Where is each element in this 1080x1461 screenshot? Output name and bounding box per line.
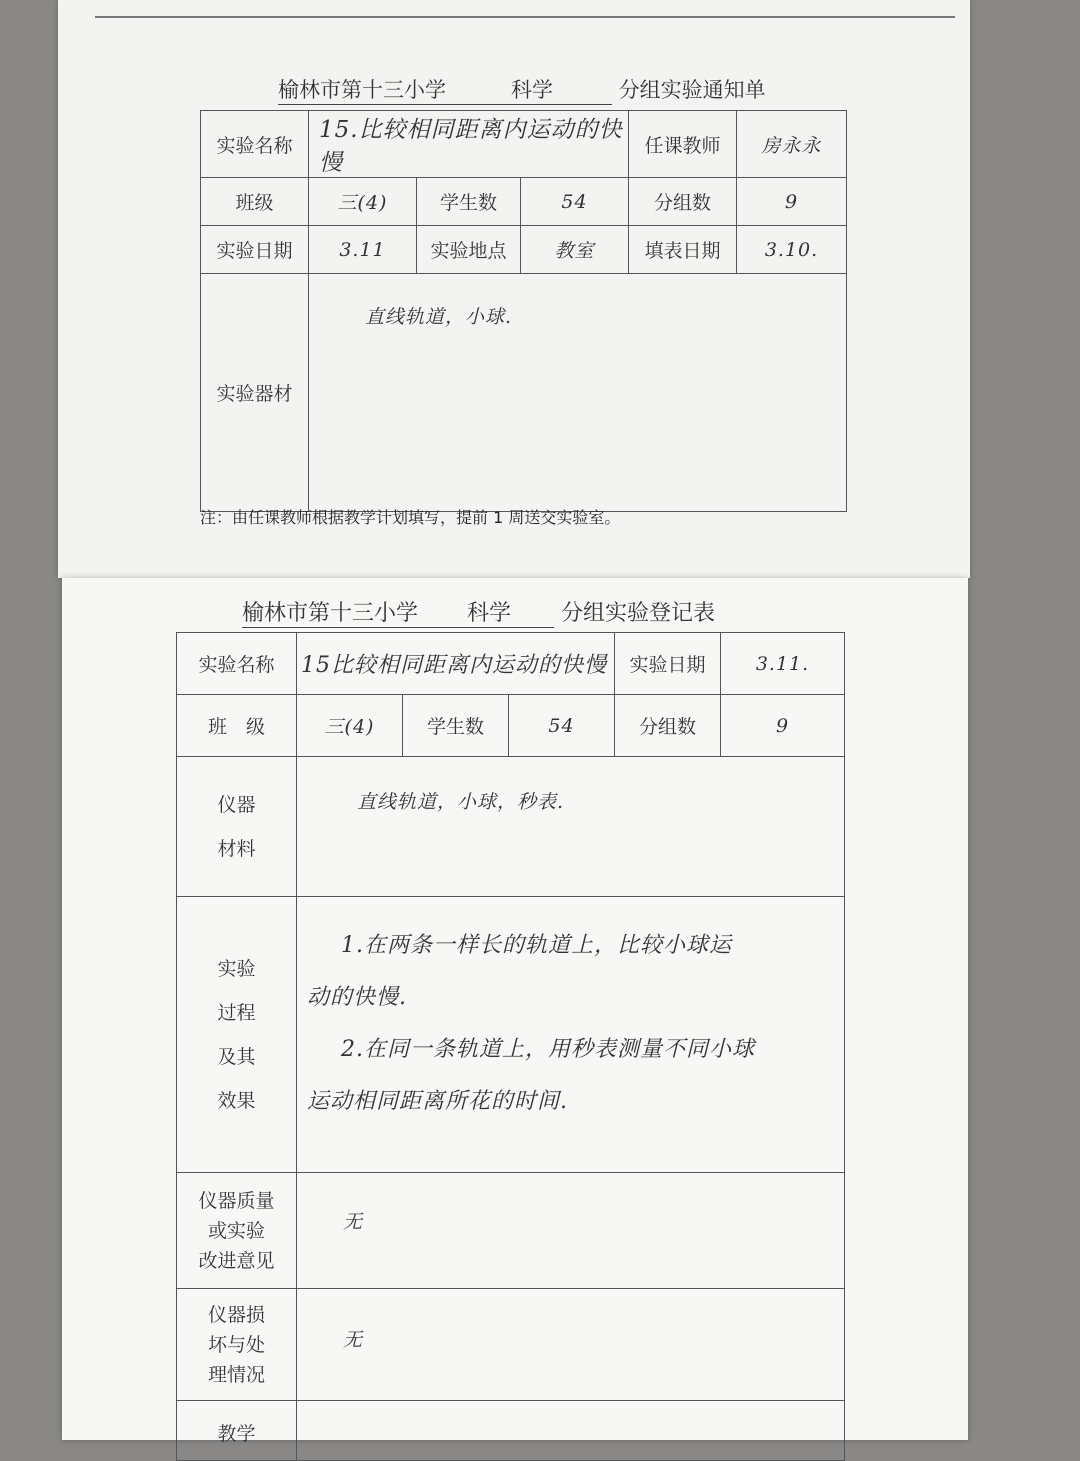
register-label-instr-1: 仪器	[217, 793, 256, 816]
notice-label-fill-date: 填表日期	[629, 226, 737, 274]
notice-value-fill-date: 3.10.	[737, 226, 847, 274]
notice-label-groups: 分组数	[629, 178, 737, 226]
register-process-line-2: 动的快慢.	[307, 985, 407, 1010]
register-label-damage-1: 仪器损	[207, 1303, 265, 1326]
register-row-teaching	[177, 1401, 845, 1461]
register-label-teaching: 教学	[177, 1401, 297, 1461]
notice-row-equipment	[201, 274, 847, 512]
register-title-subject: 科学	[424, 596, 554, 628]
register-label-class: 班 级	[177, 695, 297, 757]
top-rule	[95, 16, 955, 18]
register-value-quality: 无	[297, 1173, 845, 1289]
register-value-process	[297, 897, 845, 1173]
register-label-process	[177, 897, 297, 1173]
register-label-proc-2: 过程	[217, 1001, 256, 1024]
notice-value-equipment: 直线轨道，小球.	[309, 274, 847, 512]
notice-row-class	[201, 178, 847, 226]
register-row-name	[177, 633, 845, 695]
notice-title	[278, 74, 766, 105]
notice-title-subject: 科学	[452, 74, 612, 105]
notice-value-class: 三(4)	[309, 178, 417, 226]
notice-label-place: 实验地点	[417, 226, 521, 274]
register-label-exp-name: 实验名称	[177, 633, 297, 695]
register-label-damage-3: 理情况	[207, 1363, 265, 1386]
register-label-quality-1: 仪器质量	[198, 1189, 275, 1212]
register-value-instruments: 直线轨道，小球，秒表.	[297, 757, 845, 897]
register-label-quality-3: 改进意见	[198, 1249, 275, 1272]
notice-table	[200, 110, 847, 512]
register-row-process	[177, 897, 845, 1173]
register-table	[176, 632, 845, 1461]
register-process-line-3: 2.在同一条轨道上，用秒表测量不同小球	[341, 1037, 755, 1062]
notice-value-groups: 9	[737, 178, 847, 226]
register-value-damage: 无	[297, 1289, 845, 1401]
register-process-line-4: 运动相同距离所花的时间.	[307, 1089, 568, 1114]
register-label-instruments	[177, 757, 297, 897]
notice-row-name	[201, 111, 847, 178]
notice-value-teacher: 房永永	[737, 111, 847, 178]
register-value-exp-date: 3.11.	[721, 633, 845, 695]
register-label-quality	[177, 1173, 297, 1289]
notice-label-date: 实验日期	[201, 226, 309, 274]
register-row-damage	[177, 1289, 845, 1401]
register-label-exp-date: 实验日期	[615, 633, 721, 695]
register-value-groups: 9	[721, 695, 845, 757]
notice-label-students: 学生数	[417, 178, 521, 226]
register-row-instruments	[177, 757, 845, 897]
notice-label-class: 班级	[201, 178, 309, 226]
register-label-students: 学生数	[403, 695, 509, 757]
register-title-suffix: 分组实验登记表	[561, 601, 716, 626]
notice-value-place: 教室	[521, 226, 629, 274]
notice-label-teacher: 任课教师	[629, 111, 737, 178]
register-label-damage	[177, 1289, 297, 1401]
notice-label-exp-name: 实验名称	[201, 111, 309, 178]
notice-value-date: 3.11	[309, 226, 417, 274]
register-row-class	[177, 695, 845, 757]
notice-footnote: 注：由任课教师根据教学计划填写，提前 1 周送交实验室。	[200, 508, 621, 527]
register-value-class: 三(4)	[297, 695, 403, 757]
register-label-quality-2: 或实验	[207, 1219, 265, 1242]
register-value-students: 54	[509, 695, 615, 757]
register-label-groups: 分组数	[615, 695, 721, 757]
register-title	[242, 596, 715, 628]
register-value-teaching	[297, 1401, 845, 1461]
notice-value-students: 54	[521, 178, 629, 226]
register-value-exp-name: 15比较相同距离内运动的快慢	[297, 633, 615, 695]
register-label-damage-2: 坏与处	[207, 1333, 265, 1356]
register-label-proc-3: 及其	[217, 1045, 256, 1068]
register-label-instr-2: 材料	[217, 837, 256, 860]
register-title-school: 榆林市第十三小学	[242, 596, 424, 628]
register-row-quality	[177, 1173, 845, 1289]
register-label-proc-1: 实验	[217, 957, 256, 980]
notice-row-date	[201, 226, 847, 274]
register-process-line-1: 1.在两条一样长的轨道上，比较小球运	[341, 933, 732, 958]
notice-value-exp-name: 15.比较相同距离内运动的快慢	[309, 111, 629, 178]
notice-label-equipment: 实验器材	[201, 274, 309, 512]
notice-title-suffix: 分组实验通知单	[618, 78, 766, 102]
register-label-proc-4: 效果	[217, 1089, 256, 1112]
notice-title-school: 榆林市第十三小学	[278, 74, 452, 105]
